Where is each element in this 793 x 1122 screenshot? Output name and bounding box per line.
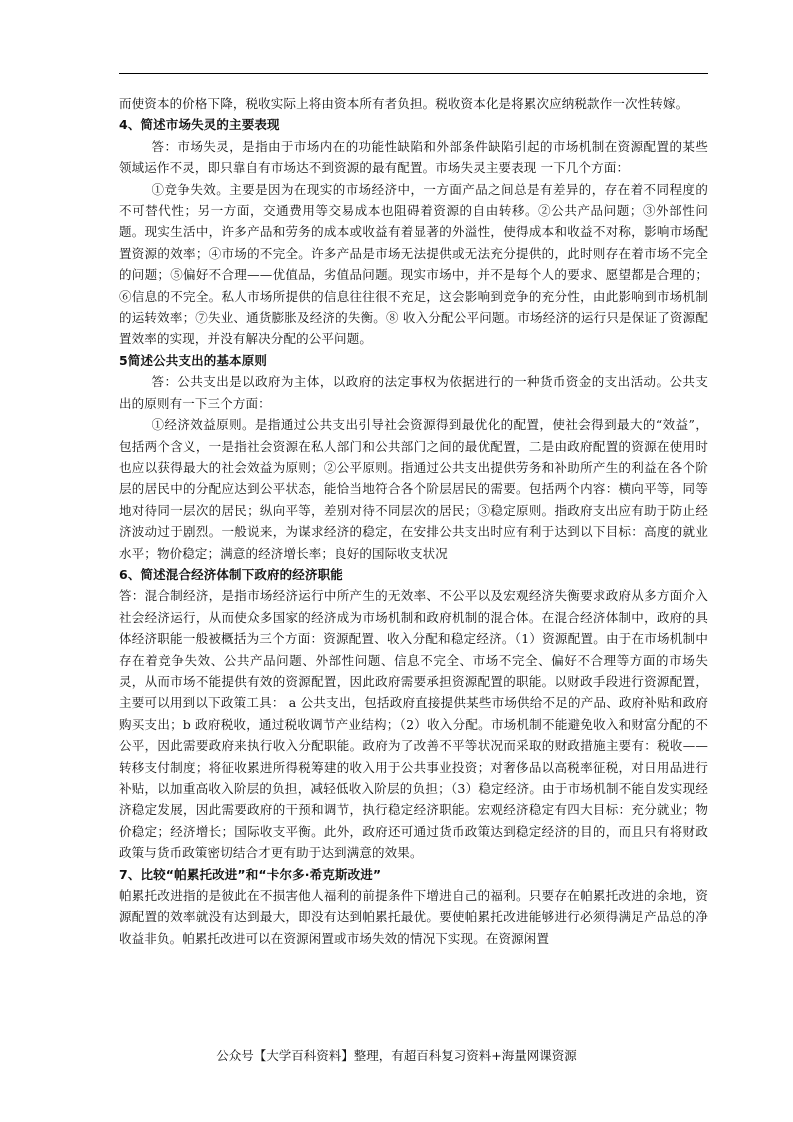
section-paragraph: ①经济效益原则。是指通过公共支出引导社会资源得到最优化的配置，使社会得到最大的“效益”，包括两个含义，一是指社会资源在私人部门和公共部门之间的最优配置，二是由政府配置的资源在使用时也应以获得最大的社会效益为原则；②公平原则。指通过公共支出提供劳务和补助所产生的利益在各个阶层的居民中的分配应达到公平状态，能恰当地符合各个阶层居民的需要。包括两个内容：横向平等，同等地对待同一层次的居民；纵向平等，差别对待不同层次的居民；③稳定原则。指政府支出应有助于防止经济波动过于剧烈。一般说来，为谋求经济的稳定，在安排公共支出时应有利于达到以下目标：高度的就业水平；物价稳定；满意的经济增长率；良好的国际收支状况 bbox=[119, 417, 708, 561]
section-6 bbox=[119, 564, 708, 864]
header-rule bbox=[119, 73, 708, 74]
section-paragraph: 答：公共支出是以政府为主体，以政府的法定事权为依据进行的一种货币资金的支出活动。公共支出的原则有一下三个方面： bbox=[119, 374, 708, 411]
section-heading: 6、简述混合经济体制下政府的经济职能 bbox=[119, 566, 343, 582]
section-7 bbox=[119, 864, 708, 950]
section-paragraph: 答：市场失灵，是指由于市场内在的功能性缺陷和外部条件缺陷引起的市场机制在资源配置的某些领域运作不灵，即只靠自有市场达不到资源的最有配置。市场失灵主要表现 一下几个方面： bbox=[119, 138, 708, 176]
document-body bbox=[119, 93, 708, 949]
section-heading: 4、简述市场失灵的主要表现 bbox=[119, 117, 280, 133]
section-5 bbox=[119, 350, 708, 564]
section-heading: 5简述公共支出的基本原则 bbox=[119, 352, 267, 368]
section-paragraph: ①竞争失效。主要是因为在现实的市场经济中，一方面产品之间总是有差异的，存在着不同程度的不可替代性；另一方面，交通费用等交易成本也阻碍着资源的自由转移。②公共产品问题；③外部性问题。现实生活中，许多产品和劳务的成本或收益有着显著的外溢性，使得成本和收益不对称，影响市场配置资源的效率；④市场的不完全。许多产品是市场无法提供或无法充分提供的，此时则存在着市场不完全的问题；⑤偏好不合理——优值品，劣值品问题。现实市场中，并不是每个人的要求、愿望都是合理的；⑥信息的不完全。私人市场所提供的信息往往很不充足，这会影响到竞争的充分性，由此影响到市场机制的运转效率；⑦失业、通货膨胀及经济的失衡。⑧ 收入分配公平问题。市场经济的运行只是保证了资源配置效率的实现，并没有解决分配的公平问题。 bbox=[119, 181, 708, 347]
section-4 bbox=[119, 114, 708, 349]
page-footer: 公众号【大学百科资料】整理，有超百科复习资料+海量网课资源 bbox=[216, 1048, 577, 1063]
section-heading: 7、比较“帕累托改进”和“卡尔多·希克斯改进” bbox=[119, 866, 382, 882]
section-paragraph: 帕累托改进指的是彼此在不损害他人福利的前提条件下增进自己的福利。只要存在帕累托改进的余地，资源配置的效率就没有达到最大，即没有达到帕累托最优。要使帕累托改进能够进行必须得满足产品总的净收益非负。帕累托改进可以在资源闲置或市场失效的情况下实现。在资源闲置 bbox=[119, 888, 708, 946]
continuation-paragraph: 而使资本的价格下降，税收实际上将由资本所有者负担。税收资本化是将累次应纳税款作一次性转嫁。 bbox=[119, 96, 689, 111]
section-paragraph: 答：混合制经济，是指市场经济运行中所产生的无效率、不公平以及宏观经济失衡要求政府从多方面介入社会经济运行，从而使众多国家的经济成为市场机制和政府机制的混合体。在混合经济体制中，政府的具体经济职能一般被概括为三个方面：资源配置、收入分配和稳定经济。（1）资源配置。由于在市场机制中存在着竞争失效、公共产品问题、外部性问题、信息不完全、市场不完全、偏好不合理等方面的市场失灵，从而市场不能提供有效的资源配置，因此政府需要承担资源配置的职能。以财政手段进行资源配置，主要可以用到以下政策工具： a 公共支出，包括政府直接提供某些市场供给不足的产品、政府补贴和政府购买支出；b 政府税收，通过税收调节产业结构；（2）收入分配。市场机制不能避免收入和财富分配的不公平，因此需要政府来执行收入分配职能。政府为了改善不平等状况而采取的财政措施主要有：税收——转移支付制度；将征收累进所得税筹建的收入用于公共事业投资；对奢侈品以高税率征税，对日用品进行补贴，以加重高收入阶层的负担，减轻低收入阶层的负担；（3）稳定经济。由于市场机制不能自发实现经济稳定发展，因此需要政府的干预和调节，执行稳定经济职能。宏观经济稳定有四大目标：充分就业；物价稳定；经济增长；国际收支平衡。此外，政府还可通过货币政策达到稳定经济的目的，而且只有将财政政策与货币政策密切结合才更有助于达到满意的效果。 bbox=[119, 588, 708, 861]
